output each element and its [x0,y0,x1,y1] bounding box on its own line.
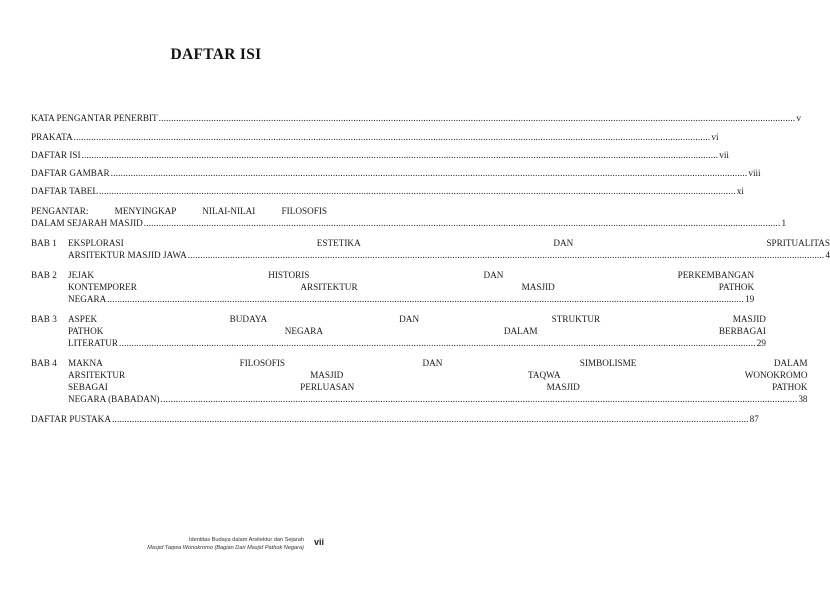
chapter-number: BAB 1 [31,238,57,248]
footer-line-2: Masjid Taqwa Wonokromo (Bagian Dari Masjid Pathok Negara) [147,545,304,551]
chapter-number: BAB 3 [31,314,57,324]
toc-entry-prakata[interactable] [31,131,719,143]
chapter-title-line: ARSITEKTUR MASJID TAQWA WONOKROMO [68,370,808,380]
toc-entry-page: vii [719,150,729,160]
dot-leader [74,131,711,143]
dot-leader [112,413,749,425]
chapter-title-line: ASPEK BUDAYA DAN STRUKTUR MASJID [68,314,766,324]
chapter-title-end: LITERATUR [68,338,119,348]
dot-leader [119,337,756,349]
toc-entry-daftar-gambar[interactable] [31,167,761,179]
chapter-last-line [68,293,754,305]
toc-entry-pengantar[interactable] [31,205,787,229]
toc-entry-label: DAFTAR GAMBAR [31,168,110,178]
chapter-last-line [68,393,808,405]
chapter-last-line [68,249,830,261]
toc-entry-label: DAFTAR TABEL [31,186,99,196]
chapter-page: 4 [825,250,830,260]
toc-entry-daftar-pustaka[interactable] [31,413,759,425]
toc-entry-label: DAFTAR ISI [31,150,81,160]
toc-entry-daftar-tabel[interactable] [31,185,744,197]
toc-entry-page: 1 [781,218,787,228]
chapter-title-line: KONTEMPORER ARSITEKTUR MASJID PATHOK [68,282,755,292]
toc-entry-page: 87 [749,414,759,424]
table-of-contents [31,112,830,425]
chapter-title-end: NEGARA [68,294,107,304]
chapter-number: BAB 2 [31,270,57,280]
chapter-title-end: NEGARA (BABADAN) [68,394,160,404]
chapter-title-line: SEBAGAI PERLUASAN MASJID PATHOK [68,382,808,392]
chapter-number: BAB 4 [31,358,57,368]
toc-entry-kata-pengantar[interactable] [31,112,801,124]
chapter-title-end: ARSITEKTUR MASJID JAWA [68,250,187,260]
toc-entry-page: v [796,113,801,123]
dot-leader [144,217,781,229]
toc-entry-bab-1[interactable] [31,237,830,261]
chapter-title-line: PATHOK NEGARA DALAM BERBAGAI [68,326,766,336]
chapter-title-line: MAKNA FILOSOFIS DAN SIMBOLISME DALAM [68,358,808,368]
toc-entry-last-line [31,217,787,229]
page-title: DAFTAR ISI [170,46,262,63]
toc-entry-label: DALAM SEJARAH MASJID [31,218,143,228]
dot-leader [99,185,736,197]
dot-leader [111,167,748,179]
footer-line-1: Identitas Budaya dalam Arsitektur dan Sejarah [188,537,304,543]
chapter-page: 29 [756,338,766,348]
toc-entry-label: DAFTAR PUSTAKA [31,414,111,424]
toc-entry-page: viii [748,168,761,178]
chapter-last-line [68,337,766,349]
running-footer [147,536,304,552]
chapter-page: 38 [798,394,808,404]
toc-entry-daftar-isi[interactable] [31,149,729,161]
toc-entry-title-line: PENGANTAR: MENYINGKAP NILAI-NILAI FILOSOFIS [31,206,327,216]
chapter-title-line: EKSPLORASI ESTETIKA DAN SPRITUALITAS [68,238,830,248]
chapter-page: 19 [744,294,755,304]
toc-entry-page: vi [711,132,719,142]
dot-leader [159,112,796,124]
page-number: vii [314,537,325,547]
toc-entry-page: xi [736,186,744,196]
toc-entry-bab-4[interactable] [31,357,808,405]
toc-entry-bab-2[interactable] [31,269,755,305]
chapter-title-line: JEJAK HISTORIS DAN PERKEMBANGAN [68,270,755,280]
toc-entry-label: KATA PENGANTAR PENERBIT [31,113,158,123]
dot-leader [82,149,719,161]
toc-entry-bab-3[interactable] [31,313,766,349]
toc-entry-label: PRAKATA [31,132,73,142]
dot-leader [161,393,798,405]
dot-leader [188,249,825,261]
dot-leader [107,293,744,305]
